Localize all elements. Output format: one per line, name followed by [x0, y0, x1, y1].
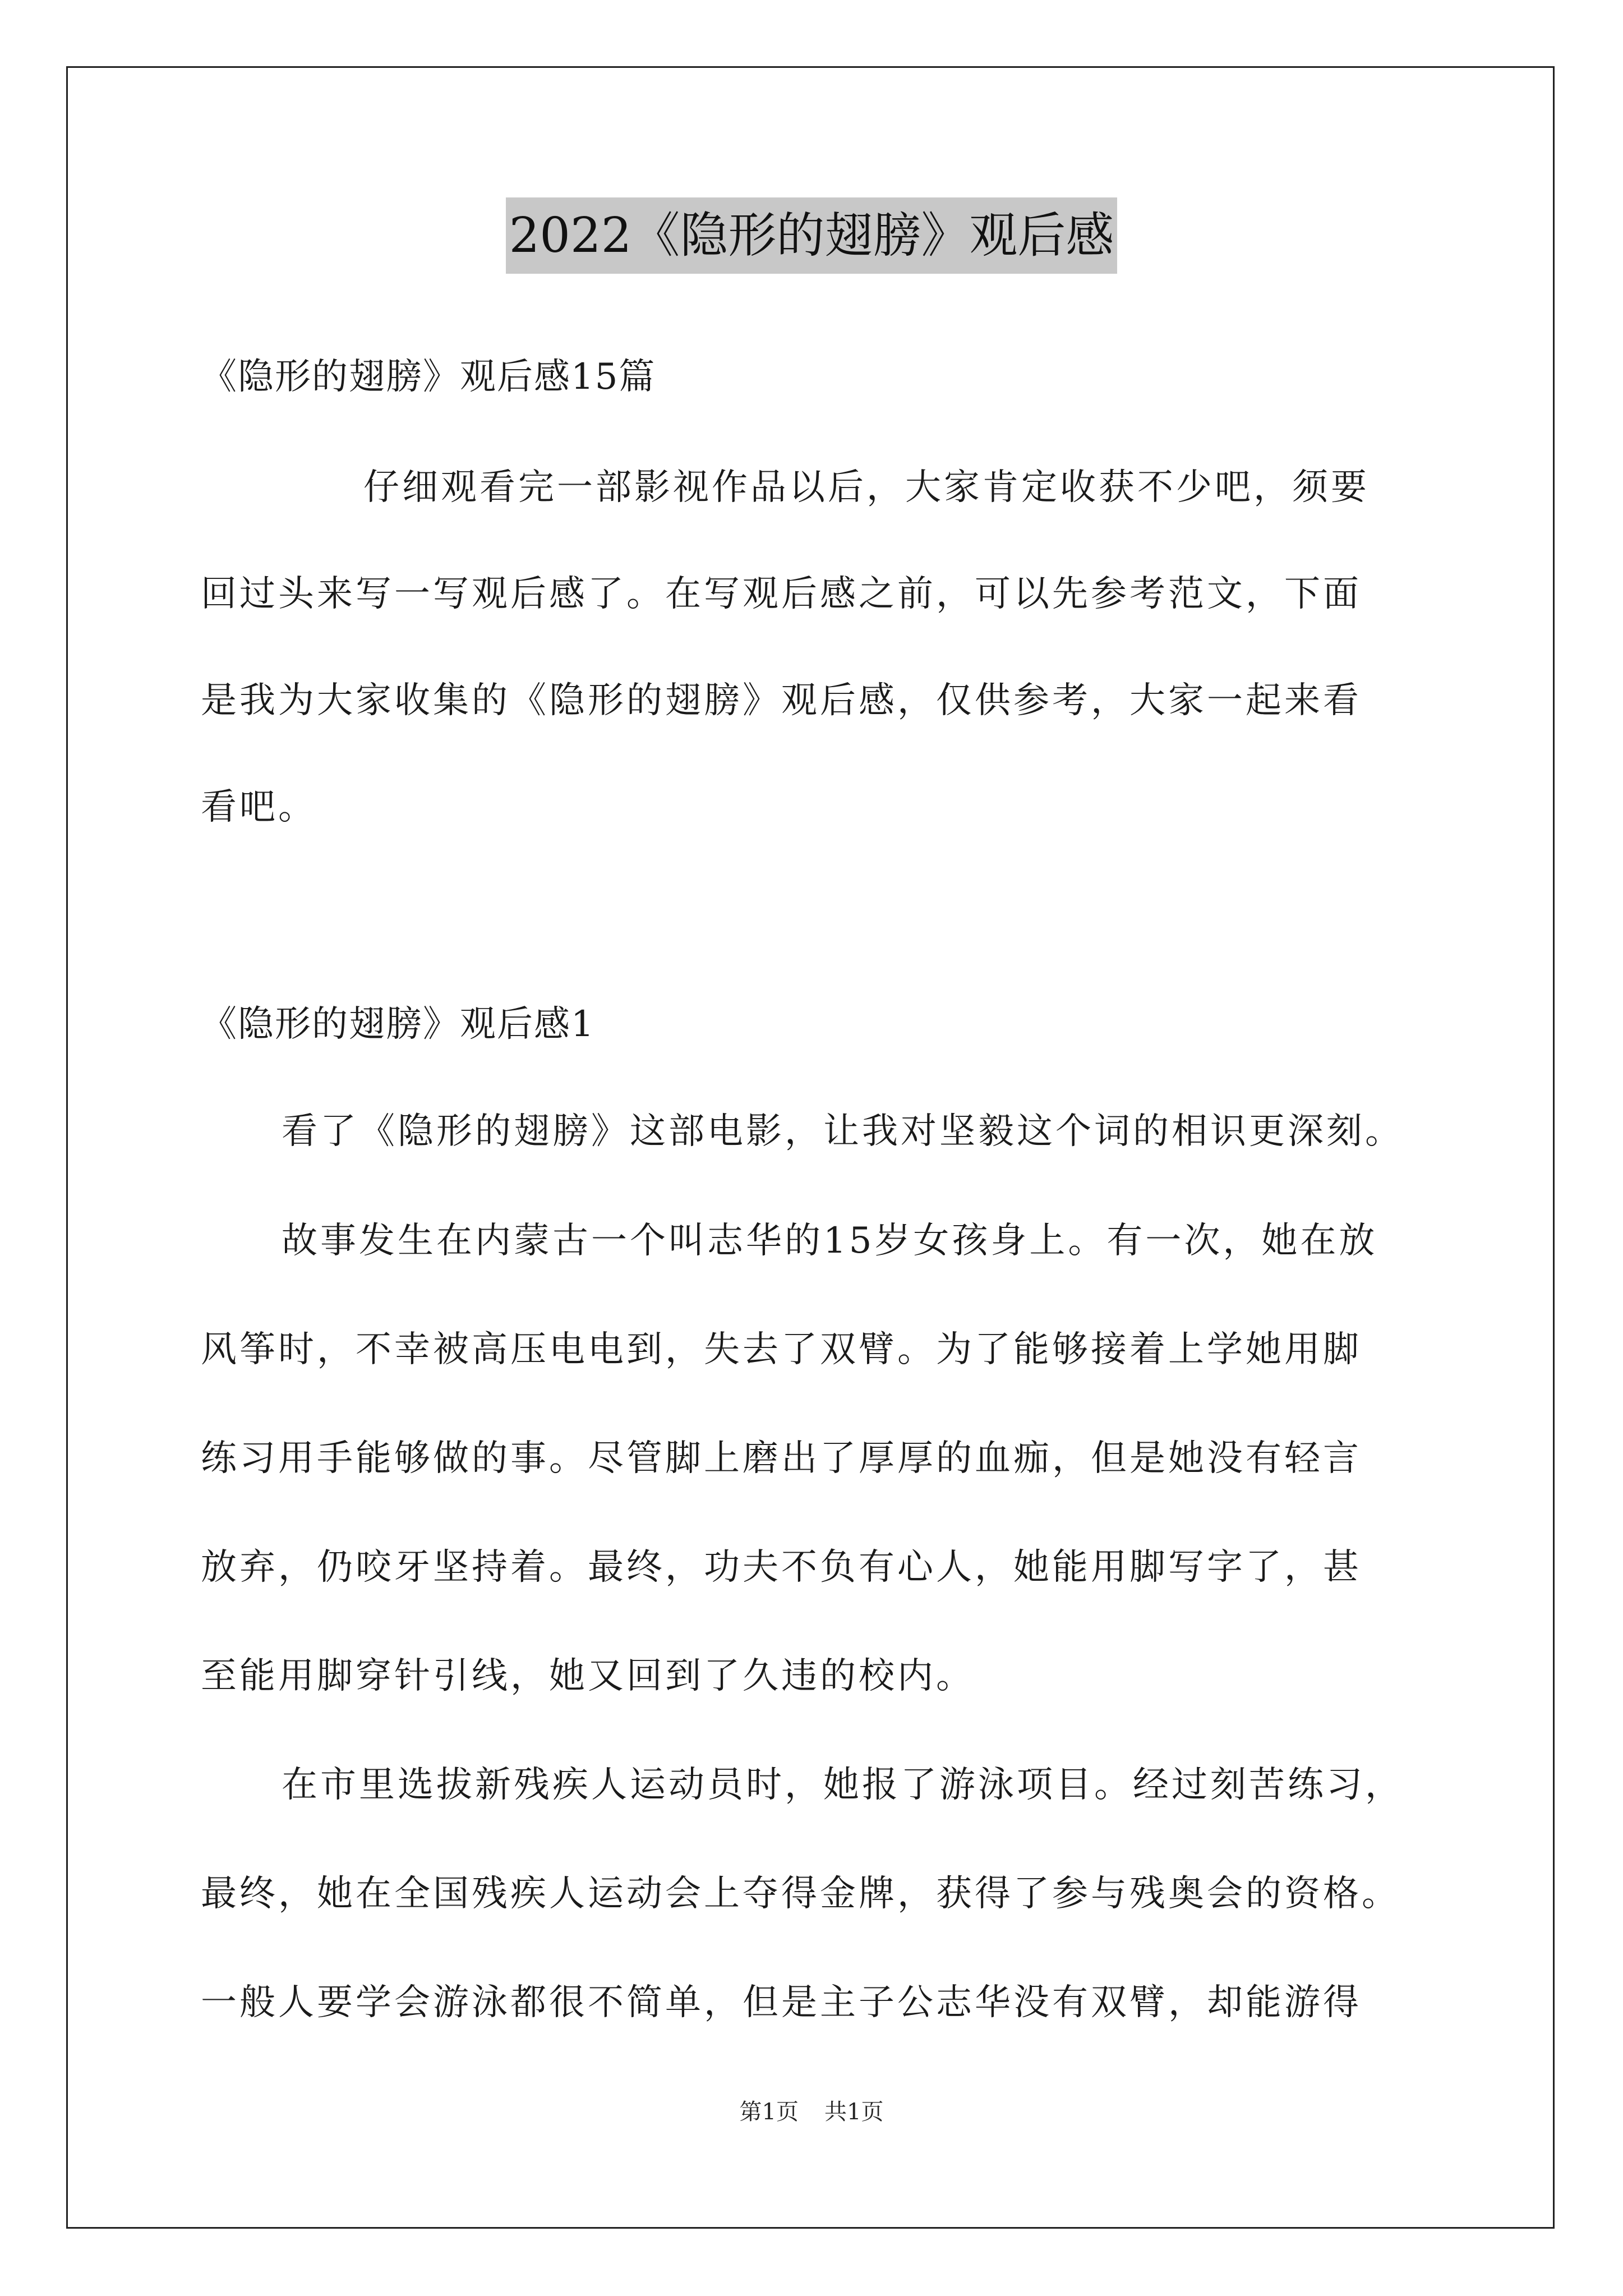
body-line: 至能用脚穿针引线，她又回到了久违的校内。 — [201, 1655, 975, 1697]
body-line: 一般人要学会游泳都很不简单，但是主子公志华没有双臂，却能游得 — [201, 1982, 1362, 2023]
page-footer — [0, 2098, 1623, 2126]
intro-line: 是我为大家收集的《隐形的翅膀》观后感，仅供参考，大家一起来看 — [201, 680, 1362, 721]
body-line: 风筝时，不幸被高压电电到，失去了双臂。为了能够接着上学她用脚 — [201, 1329, 1362, 1370]
intro-line: 回过头来写一写观后感了。在写观后感之前，可以先参考范文，下面 — [201, 573, 1362, 615]
body-line: 在市里选拔新残疾人运动员时，她报了游泳项目。经过刻苦练习， — [282, 1764, 1404, 1806]
intro-line: 看吧。 — [201, 786, 317, 828]
page-number: 第1页 — [739, 2099, 799, 2125]
body-line: 看了《隐形的翅膀》这部电影，让我对坚毅这个词的相识更深刻。 — [282, 1111, 1404, 1152]
body-line: 练习用手能够做的事。尽管脚上磨出了厚厚的血痂，但是她没有轻言 — [201, 1438, 1362, 1479]
body-line: 放弃，仍咬牙坚持着。最终，功夫不负有心人，她能用脚写字了，甚 — [201, 1547, 1362, 1588]
title-container — [0, 197, 1623, 274]
document-title: 2022《隐形的翅膀》观后感 — [506, 197, 1118, 274]
document-subtitle: 《隐形的翅膀》观后感15篇 — [201, 356, 656, 398]
section-heading: 《隐形的翅膀》观后感1 — [201, 1004, 595, 1045]
intro-line: 仔细观看完一部影视作品以后，大家肯定收获不少吧，须要 — [363, 467, 1370, 508]
body-line: 最终，她在全国残疾人运动会上夺得金牌，获得了参与残奥会的资格。 — [201, 1873, 1400, 1915]
page-total: 共1页 — [824, 2099, 884, 2125]
body-line: 故事发生在内蒙古一个叫志华的15岁女孩身上。有一次，她在放 — [282, 1220, 1378, 1262]
